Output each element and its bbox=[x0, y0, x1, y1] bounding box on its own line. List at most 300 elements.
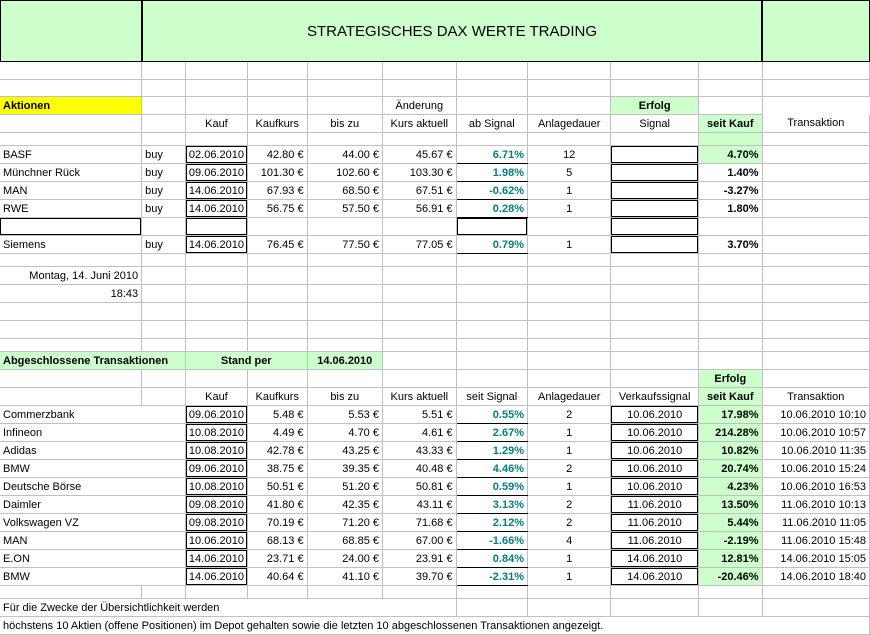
cell[interactable] bbox=[142, 80, 186, 97]
cell[interactable] bbox=[307, 321, 382, 339]
cell[interactable] bbox=[528, 285, 611, 303]
stock-name[interactable]: Siemens bbox=[0, 236, 142, 254]
stock-name[interactable]: MAN bbox=[0, 182, 142, 200]
seit-signal[interactable]: 1.29% bbox=[456, 442, 527, 460]
cell[interactable] bbox=[762, 339, 869, 352]
kurs-aktuell[interactable]: 67.51 € bbox=[382, 182, 456, 200]
cell[interactable] bbox=[699, 80, 763, 97]
kauf-date[interactable]: 14.06.2010 bbox=[185, 200, 247, 218]
cell[interactable] bbox=[456, 370, 527, 388]
cell[interactable] bbox=[0, 80, 142, 97]
cell[interactable] bbox=[0, 62, 142, 80]
erfolg[interactable]: -3.27% bbox=[699, 182, 763, 200]
verkaufssignal[interactable]: 14.06.2010 bbox=[611, 568, 699, 586]
cell[interactable] bbox=[456, 285, 527, 303]
cell[interactable] bbox=[611, 285, 699, 303]
cell[interactable] bbox=[762, 370, 869, 388]
transaktion[interactable]: 10.06.2010 10:10 bbox=[762, 406, 869, 424]
cell[interactable] bbox=[699, 267, 763, 285]
cell[interactable] bbox=[185, 285, 247, 303]
cell[interactable] bbox=[307, 267, 382, 285]
cell[interactable] bbox=[456, 599, 527, 617]
position-type[interactable]: buy bbox=[142, 146, 186, 164]
kauf-date[interactable]: 02.06.2010 bbox=[185, 146, 247, 164]
cell[interactable] bbox=[611, 586, 699, 599]
cell[interactable] bbox=[0, 115, 142, 133]
anlagedauer[interactable]: 1 bbox=[528, 478, 611, 496]
aenderung[interactable]: -0.62% bbox=[456, 182, 527, 200]
stock-name[interactable]: BMW bbox=[0, 460, 185, 478]
cell[interactable] bbox=[247, 218, 307, 236]
cell[interactable] bbox=[762, 321, 869, 339]
cell[interactable] bbox=[762, 285, 869, 303]
cell[interactable] bbox=[307, 62, 382, 80]
header-kurs-aktuell[interactable]: Kurs aktuell bbox=[382, 115, 456, 133]
anlagedauer[interactable]: 1 bbox=[528, 568, 611, 586]
kaufkurs[interactable]: 67.93 € bbox=[247, 182, 307, 200]
cell[interactable] bbox=[382, 62, 456, 80]
anlagedauer[interactable]: 2 bbox=[528, 496, 611, 514]
cell[interactable] bbox=[699, 62, 763, 80]
cell[interactable] bbox=[528, 267, 611, 285]
stand-date[interactable]: 14.06.2010 bbox=[307, 352, 382, 370]
header-erfolg-2[interactable]: Erfolg bbox=[699, 370, 763, 388]
cell[interactable] bbox=[185, 303, 247, 321]
transaktion[interactable]: 10.06.2010 10:57 bbox=[762, 424, 869, 442]
transaktion[interactable]: 11.06.2010 11:05 bbox=[762, 514, 869, 532]
cell[interactable] bbox=[762, 200, 869, 218]
verkaufssignal[interactable]: 10.06.2010 bbox=[611, 460, 699, 478]
header-seit-signal[interactable]: seit Signal bbox=[456, 388, 527, 406]
cell[interactable] bbox=[307, 370, 382, 388]
kauf-date[interactable]: 10.08.2010 bbox=[185, 442, 247, 460]
kaufkurs[interactable]: 41.80 € bbox=[247, 496, 307, 514]
sheet-title[interactable]: STRATEGISCHES DAX WERTE TRADING bbox=[142, 0, 762, 62]
seit-signal[interactable]: 4.46% bbox=[456, 460, 527, 478]
cell[interactable] bbox=[456, 218, 527, 236]
erfolg[interactable]: 10.82% bbox=[699, 442, 763, 460]
cell[interactable] bbox=[611, 267, 699, 285]
kurs-aktuell[interactable]: 40.48 € bbox=[382, 460, 456, 478]
kaufkurs[interactable]: 76.45 € bbox=[247, 236, 307, 254]
seit-signal[interactable]: 0.55% bbox=[456, 406, 527, 424]
cell[interactable] bbox=[382, 267, 456, 285]
cell[interactable] bbox=[699, 352, 763, 370]
verkaufssignal[interactable]: 11.06.2010 bbox=[611, 514, 699, 532]
erfolg[interactable]: -2.19% bbox=[699, 532, 763, 550]
cell[interactable] bbox=[142, 586, 186, 599]
anlagedauer[interactable]: 1 bbox=[528, 550, 611, 568]
footnote-line1[interactable]: Für die Zwecke der Übersichtlichkeit werden bbox=[0, 599, 456, 617]
header-aenderung[interactable]: Änderung bbox=[382, 97, 456, 115]
kaufkurs[interactable]: 5.48 € bbox=[247, 406, 307, 424]
kaufkurs[interactable]: 56.75 € bbox=[247, 200, 307, 218]
header-ab-signal[interactable]: ab Signal bbox=[456, 115, 527, 133]
cell[interactable] bbox=[382, 303, 456, 321]
cell[interactable] bbox=[382, 370, 456, 388]
cell[interactable] bbox=[456, 133, 527, 146]
transaktion[interactable]: 10.06.2010 15:24 bbox=[762, 460, 869, 478]
position-type[interactable]: buy bbox=[142, 164, 186, 182]
kurs-aktuell[interactable]: 39.70 € bbox=[382, 568, 456, 586]
aktionen-heading[interactable]: Aktionen bbox=[0, 97, 142, 115]
anlagedauer[interactable]: 2 bbox=[528, 460, 611, 478]
cell[interactable] bbox=[456, 254, 527, 267]
cell[interactable] bbox=[142, 339, 186, 352]
cell[interactable] bbox=[142, 62, 186, 80]
cell[interactable] bbox=[0, 370, 142, 388]
signal[interactable] bbox=[611, 182, 699, 200]
cell[interactable] bbox=[307, 586, 382, 599]
aenderung[interactable]: 0.79% bbox=[456, 236, 527, 254]
cell[interactable] bbox=[247, 133, 307, 146]
bis-zu[interactable]: 5.53 € bbox=[307, 406, 382, 424]
cell[interactable] bbox=[528, 599, 611, 617]
cell[interactable] bbox=[307, 133, 382, 146]
cell[interactable] bbox=[307, 339, 382, 352]
signal[interactable] bbox=[611, 164, 699, 182]
kurs-aktuell[interactable]: 50.81 € bbox=[382, 478, 456, 496]
bis-zu[interactable]: 51.20 € bbox=[307, 478, 382, 496]
kurs-aktuell[interactable]: 103.30 € bbox=[382, 164, 456, 182]
cell[interactable] bbox=[611, 321, 699, 339]
aenderung[interactable]: 1.98% bbox=[456, 164, 527, 182]
kauf-date[interactable]: 09.08.2010 bbox=[185, 514, 247, 532]
cell[interactable] bbox=[247, 62, 307, 80]
stock-name[interactable]: Infineon bbox=[0, 424, 185, 442]
signal[interactable] bbox=[611, 236, 699, 254]
signal[interactable] bbox=[611, 146, 699, 164]
bis-zu[interactable]: 43.25 € bbox=[307, 442, 382, 460]
kauf-date[interactable]: 14.06.2010 bbox=[185, 568, 247, 586]
bis-zu[interactable]: 39.35 € bbox=[307, 460, 382, 478]
cell[interactable] bbox=[528, 321, 611, 339]
stock-name[interactable]: MAN bbox=[0, 532, 185, 550]
anlagedauer[interactable]: 5 bbox=[528, 164, 611, 182]
cell[interactable] bbox=[142, 115, 186, 133]
date-display[interactable]: Montag, 14. Juni 2010 bbox=[0, 267, 142, 285]
kauf-date[interactable]: 14.06.2010 bbox=[185, 236, 247, 254]
cell[interactable] bbox=[762, 303, 869, 321]
position-type[interactable]: buy bbox=[142, 200, 186, 218]
cell[interactable] bbox=[307, 285, 382, 303]
cell[interactable] bbox=[528, 62, 611, 80]
cell[interactable] bbox=[528, 339, 611, 352]
cell[interactable] bbox=[142, 370, 186, 388]
cell[interactable] bbox=[0, 388, 142, 406]
verkaufssignal[interactable]: 10.06.2010 bbox=[611, 424, 699, 442]
erfolg[interactable]: 1.40% bbox=[699, 164, 763, 182]
header-seit-kauf[interactable]: seit Kauf bbox=[699, 388, 763, 406]
header-transaktion[interactable]: Transaktion bbox=[762, 115, 869, 133]
cell[interactable] bbox=[0, 339, 142, 352]
anlagedauer[interactable]: 1 bbox=[528, 182, 611, 200]
cell[interactable] bbox=[0, 133, 142, 146]
kurs-aktuell[interactable]: 71.68 € bbox=[382, 514, 456, 532]
aenderung[interactable]: 6.71% bbox=[456, 146, 527, 164]
cell[interactable] bbox=[456, 352, 527, 370]
verkaufssignal[interactable]: 10.06.2010 bbox=[611, 406, 699, 424]
cell[interactable] bbox=[762, 133, 869, 146]
cell[interactable] bbox=[456, 97, 527, 115]
kauf-date[interactable]: 14.06.2010 bbox=[185, 550, 247, 568]
cell[interactable] bbox=[699, 97, 763, 115]
cell[interactable] bbox=[382, 321, 456, 339]
seit-signal[interactable]: 0.59% bbox=[456, 478, 527, 496]
cell[interactable] bbox=[611, 80, 699, 97]
erfolg[interactable]: 1.80% bbox=[699, 200, 763, 218]
anlagedauer[interactable]: 12 bbox=[528, 146, 611, 164]
kauf-date[interactable]: 10.08.2010 bbox=[185, 424, 247, 442]
bis-zu[interactable]: 42.35 € bbox=[307, 496, 382, 514]
title-cell-right[interactable] bbox=[762, 0, 870, 62]
anlagedauer[interactable]: 1 bbox=[528, 236, 611, 254]
cell[interactable] bbox=[456, 321, 527, 339]
cell[interactable] bbox=[142, 133, 186, 146]
anlagedauer[interactable]: 2 bbox=[528, 514, 611, 532]
cell[interactable] bbox=[142, 303, 186, 321]
cell[interactable] bbox=[699, 303, 763, 321]
kauf-date[interactable]: 14.06.2010 bbox=[185, 182, 247, 200]
stock-name[interactable]: Adidas bbox=[0, 442, 185, 460]
header-verkaufssignal[interactable]: Verkaufssignal bbox=[611, 388, 699, 406]
seit-signal[interactable]: -1.66% bbox=[456, 532, 527, 550]
header-bis-zu[interactable]: bis zu bbox=[307, 115, 382, 133]
header-transaktion[interactable]: Transaktion bbox=[762, 388, 869, 406]
transaktion[interactable]: 11.06.2010 10:13 bbox=[762, 496, 869, 514]
erfolg[interactable]: 4.70% bbox=[699, 146, 763, 164]
cell[interactable] bbox=[762, 182, 869, 200]
cell[interactable] bbox=[382, 80, 456, 97]
transaktion[interactable]: 11.06.2010 15:48 bbox=[762, 532, 869, 550]
stock-name[interactable]: Deutsche Börse bbox=[0, 478, 185, 496]
footnote-line2[interactable]: höchstens 10 Aktien (offene Positionen) im Depot gehalten sowie die letzten 10 abgeschlossenen Transaktionen angezeigt. bbox=[0, 617, 870, 635]
kauf-date[interactable]: 10.06.2010 bbox=[185, 532, 247, 550]
cell[interactable] bbox=[247, 267, 307, 285]
cell[interactable] bbox=[247, 370, 307, 388]
bis-zu[interactable]: 102.60 € bbox=[307, 164, 382, 182]
cell[interactable] bbox=[611, 218, 699, 236]
kaufkurs[interactable]: 23.71 € bbox=[247, 550, 307, 568]
stock-name[interactable]: RWE bbox=[0, 200, 142, 218]
kauf-date[interactable]: 09.08.2010 bbox=[185, 496, 247, 514]
kauf-date[interactable]: 10.08.2010 bbox=[185, 478, 247, 496]
cell[interactable] bbox=[0, 321, 142, 339]
cell[interactable] bbox=[247, 97, 307, 115]
cell[interactable] bbox=[382, 352, 456, 370]
cell[interactable] bbox=[762, 164, 869, 182]
cell[interactable] bbox=[762, 599, 869, 617]
kaufkurs[interactable]: 68.13 € bbox=[247, 532, 307, 550]
cell[interactable] bbox=[142, 218, 186, 236]
stock-name[interactable]: BMW bbox=[0, 568, 185, 586]
seit-signal[interactable]: 3.13% bbox=[456, 496, 527, 514]
cell[interactable] bbox=[528, 97, 611, 115]
cell[interactable] bbox=[699, 586, 763, 599]
cell[interactable] bbox=[185, 254, 247, 267]
cell[interactable] bbox=[247, 80, 307, 97]
bis-zu[interactable]: 41.10 € bbox=[307, 568, 382, 586]
anlagedauer[interactable]: 1 bbox=[528, 424, 611, 442]
cell[interactable] bbox=[456, 586, 527, 599]
cell[interactable] bbox=[699, 133, 763, 146]
seit-signal[interactable]: 2.12% bbox=[456, 514, 527, 532]
cell[interactable] bbox=[142, 388, 186, 406]
kurs-aktuell[interactable]: 4.61 € bbox=[382, 424, 456, 442]
header-kauf[interactable]: Kauf bbox=[185, 115, 247, 133]
kurs-aktuell[interactable]: 77.05 € bbox=[382, 236, 456, 254]
cell[interactable] bbox=[611, 133, 699, 146]
header-signal[interactable]: Signal bbox=[611, 115, 699, 133]
cell[interactable] bbox=[528, 586, 611, 599]
cell[interactable] bbox=[699, 254, 763, 267]
cell[interactable] bbox=[611, 254, 699, 267]
erfolg[interactable]: 20.74% bbox=[699, 460, 763, 478]
kaufkurs[interactable]: 40.64 € bbox=[247, 568, 307, 586]
kurs-aktuell[interactable]: 67.00 € bbox=[382, 532, 456, 550]
header-kurs-aktuell[interactable]: Kurs aktuell bbox=[382, 388, 456, 406]
position-type[interactable]: buy bbox=[142, 182, 186, 200]
aenderung[interactable]: 0.28% bbox=[456, 200, 527, 218]
cell[interactable] bbox=[185, 62, 247, 80]
kurs-aktuell[interactable]: 23.91 € bbox=[382, 550, 456, 568]
cell[interactable] bbox=[0, 303, 142, 321]
erfolg[interactable]: 13.50% bbox=[699, 496, 763, 514]
cell[interactable] bbox=[307, 254, 382, 267]
verkaufssignal[interactable]: 11.06.2010 bbox=[611, 496, 699, 514]
cell[interactable] bbox=[247, 254, 307, 267]
erfolg[interactable]: 214.28% bbox=[699, 424, 763, 442]
cell[interactable] bbox=[611, 62, 699, 80]
cell[interactable] bbox=[247, 586, 307, 599]
seit-signal[interactable]: 0.84% bbox=[456, 550, 527, 568]
cell[interactable] bbox=[456, 62, 527, 80]
cell[interactable] bbox=[528, 133, 611, 146]
stock-name[interactable]: Münchner Rück bbox=[0, 164, 142, 182]
cell[interactable] bbox=[762, 586, 869, 599]
cell[interactable] bbox=[185, 267, 247, 285]
cell[interactable] bbox=[185, 321, 247, 339]
cell[interactable] bbox=[762, 236, 869, 254]
header-kauf[interactable]: Kauf bbox=[185, 388, 247, 406]
abgeschlossen-heading[interactable]: Abgeschlossene Transaktionen bbox=[0, 352, 185, 370]
cell[interactable] bbox=[456, 267, 527, 285]
stand-label[interactable]: Stand per bbox=[185, 352, 307, 370]
cell[interactable] bbox=[528, 303, 611, 321]
kurs-aktuell[interactable]: 56.91 € bbox=[382, 200, 456, 218]
cell[interactable] bbox=[528, 80, 611, 97]
cell[interactable] bbox=[762, 80, 869, 97]
cell[interactable] bbox=[307, 97, 382, 115]
cell[interactable] bbox=[185, 339, 247, 352]
cell[interactable] bbox=[611, 303, 699, 321]
stock-name[interactable]: E.ON bbox=[0, 550, 185, 568]
transaktion[interactable]: 10.06.2010 11:35 bbox=[762, 442, 869, 460]
cell[interactable] bbox=[382, 254, 456, 267]
cell[interactable] bbox=[185, 80, 247, 97]
seit-signal[interactable]: 2.67% bbox=[456, 424, 527, 442]
cell[interactable] bbox=[611, 339, 699, 352]
anlagedauer[interactable]: 2 bbox=[528, 406, 611, 424]
cell[interactable] bbox=[528, 352, 611, 370]
stock-name[interactable]: Commerzbank bbox=[0, 406, 185, 424]
kaufkurs[interactable]: 50.51 € bbox=[247, 478, 307, 496]
cell[interactable] bbox=[699, 599, 763, 617]
cell[interactable] bbox=[528, 370, 611, 388]
cell[interactable] bbox=[762, 352, 869, 370]
cell[interactable] bbox=[185, 218, 247, 236]
cell[interactable] bbox=[699, 285, 763, 303]
position-type[interactable]: buy bbox=[142, 236, 186, 254]
cell[interactable] bbox=[699, 339, 763, 352]
bis-zu[interactable]: 44.00 € bbox=[307, 146, 382, 164]
bis-zu[interactable]: 68.50 € bbox=[307, 182, 382, 200]
header-anlagedauer[interactable]: Anlagedauer bbox=[528, 115, 611, 133]
cell[interactable] bbox=[456, 80, 527, 97]
cell[interactable] bbox=[382, 586, 456, 599]
header-kaufkurs[interactable]: Kaufkurs bbox=[247, 388, 307, 406]
anlagedauer[interactable]: 4 bbox=[528, 532, 611, 550]
kaufkurs[interactable]: 4.49 € bbox=[247, 424, 307, 442]
erfolg[interactable]: 12.81% bbox=[699, 550, 763, 568]
verkaufssignal[interactable]: 10.06.2010 bbox=[611, 478, 699, 496]
cell[interactable] bbox=[611, 352, 699, 370]
cell[interactable] bbox=[762, 254, 869, 267]
cell[interactable] bbox=[611, 599, 699, 617]
time-display[interactable]: 18:43 bbox=[0, 285, 142, 303]
erfolg[interactable]: 5.44% bbox=[699, 514, 763, 532]
kaufkurs[interactable]: 42.78 € bbox=[247, 442, 307, 460]
stock-name[interactable]: Volkswagen VZ bbox=[0, 514, 185, 532]
cell[interactable] bbox=[762, 146, 869, 164]
cell[interactable] bbox=[142, 285, 186, 303]
kaufkurs[interactable]: 38.75 € bbox=[247, 460, 307, 478]
seit-signal[interactable]: -2.31% bbox=[456, 568, 527, 586]
bis-zu[interactable]: 24.00 € bbox=[307, 550, 382, 568]
cell[interactable] bbox=[762, 218, 869, 236]
kaufkurs[interactable]: 70.19 € bbox=[247, 514, 307, 532]
cell[interactable] bbox=[307, 80, 382, 97]
cell[interactable] bbox=[185, 370, 247, 388]
cell[interactable] bbox=[185, 586, 247, 599]
header-seit-kauf[interactable]: seit Kauf bbox=[699, 115, 763, 133]
bis-zu[interactable]: 71.20 € bbox=[307, 514, 382, 532]
cell[interactable] bbox=[699, 321, 763, 339]
erfolg[interactable]: 3.70% bbox=[699, 236, 763, 254]
cell[interactable] bbox=[382, 285, 456, 303]
cell[interactable] bbox=[699, 218, 763, 236]
kurs-aktuell[interactable]: 43.11 € bbox=[382, 496, 456, 514]
cell[interactable] bbox=[142, 97, 186, 115]
cell[interactable] bbox=[456, 339, 527, 352]
kauf-date[interactable]: 09.06.2010 bbox=[185, 164, 247, 182]
verkaufssignal[interactable]: 11.06.2010 bbox=[611, 532, 699, 550]
cell[interactable] bbox=[456, 303, 527, 321]
cell[interactable] bbox=[307, 218, 382, 236]
cell[interactable] bbox=[307, 303, 382, 321]
kaufkurs[interactable]: 42.80 € bbox=[247, 146, 307, 164]
title-cell-left[interactable] bbox=[0, 0, 142, 62]
stock-name[interactable]: Daimler bbox=[0, 496, 185, 514]
cell[interactable] bbox=[247, 303, 307, 321]
cell[interactable] bbox=[185, 133, 247, 146]
anlagedauer[interactable]: 1 bbox=[528, 200, 611, 218]
cell[interactable] bbox=[0, 254, 142, 267]
bis-zu[interactable]: 57.50 € bbox=[307, 200, 382, 218]
bis-zu[interactable]: 4.70 € bbox=[307, 424, 382, 442]
kaufkurs[interactable]: 101.30 € bbox=[247, 164, 307, 182]
cell[interactable] bbox=[247, 339, 307, 352]
